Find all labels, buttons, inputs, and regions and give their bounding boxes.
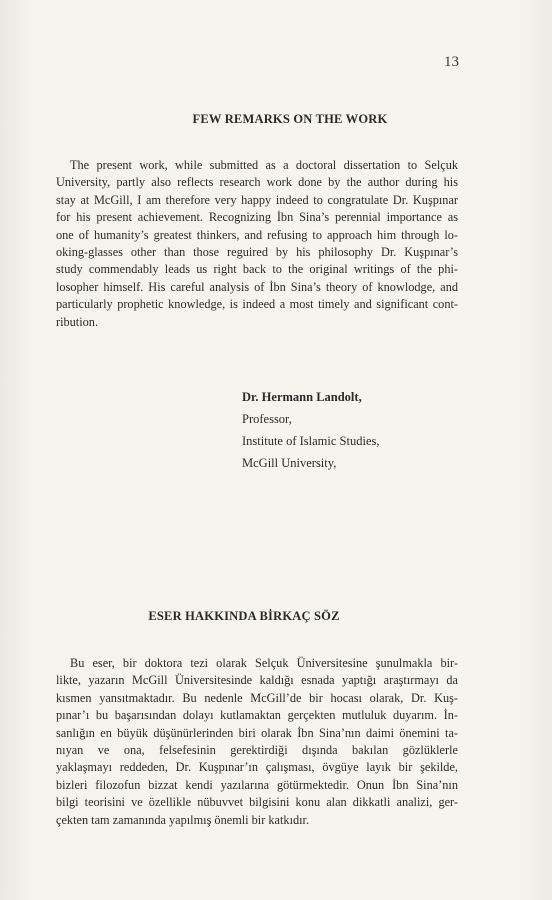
turkish-line: kısmen yansıtmaktadır. Bu nedenle McGill’de bir hocası olarak, Dr. Kuş-	[56, 690, 458, 705]
turkish-line: nıyan ve ona, felsefesinin gerektirdiği dışında bakılan gözlüklerle	[56, 743, 458, 758]
english-line: study commendably leads us right back to the original writings of the phi-	[56, 262, 458, 277]
english-line: ribution.	[56, 314, 99, 329]
turkish-line: bizleri filozofun bizzat kendi yazılarına götürmektedir. Onun İbn Sina’nın	[56, 777, 458, 792]
turkish-line: bilgi teorisini ve özellikle nübuvvet bilgisini konu alan dikkatli analizi, ger-	[56, 795, 458, 810]
turkish-line: pınar’ı bu başarısından dolayı kutlamaktan gerçekten mutluluk duyarım. İn-	[56, 708, 458, 723]
turkish-line: çekten tam zamanında yapılmış önemli bir katkıdır.	[56, 812, 310, 827]
english-line: for his present achievement. Recognizing İbn Sina’s perennial importance as	[56, 210, 458, 225]
signature-block	[242, 386, 379, 474]
english-line: stay at McGill, I am therefore very happy indeed to congratulate Dr. Kuşpınar	[56, 192, 458, 207]
turkish-line: sanlığın en büyük düşünürlerinden biri olarak İbn Sina’nın daimi önemini ta-	[56, 725, 458, 740]
turkish-line: likte, yazarın McGill Üniversitesinde kaldığı esnada yaptığı araştırmayı da	[56, 673, 458, 688]
english-paragraph	[56, 157, 458, 331]
signatory-university: McGill University,	[242, 456, 337, 470]
turkish-line: Bu eser, bir doktora tezi olarak Selçuk Üniversitesine şunulmakla bir-	[70, 656, 458, 670]
turkish-line: yaklaşmayı reddeden, Dr. Kuşpınar’ın çalışması, övgüye layık bir şekilde,	[56, 760, 458, 775]
signatory-title: Professor,	[242, 412, 292, 426]
page-number: 13	[444, 54, 459, 70]
english-line: particularly prophetic knowledge, is indeed a most timely and significant cont-	[56, 297, 458, 312]
signatory-institute: Institute of Islamic Studies,	[242, 434, 380, 448]
english-line: one of humanity’s greatest thinkers, and refusing to approach him through lo-	[56, 227, 458, 242]
english-line: University, partly also reflects research work done by the author during his	[56, 175, 458, 190]
english-heading: FEW REMARKS ON THE WORK	[192, 112, 388, 126]
english-line: The present work, while submitted as a doctoral dissertation to Selçuk	[70, 158, 458, 172]
signatory-name: Dr. Hermann Landolt,	[242, 390, 362, 404]
english-line: losopher himself. His careful analysis of İbn Sina’s theory of knowlodge, and	[56, 279, 458, 294]
turkish-paragraph	[56, 655, 458, 829]
english-line: oking-glasses other than those reguired by his philosophy Dr. Kuşpınar’s	[56, 245, 458, 260]
turkish-heading: ESER HAKKINDA BİRKAÇ SÖZ	[148, 609, 340, 623]
